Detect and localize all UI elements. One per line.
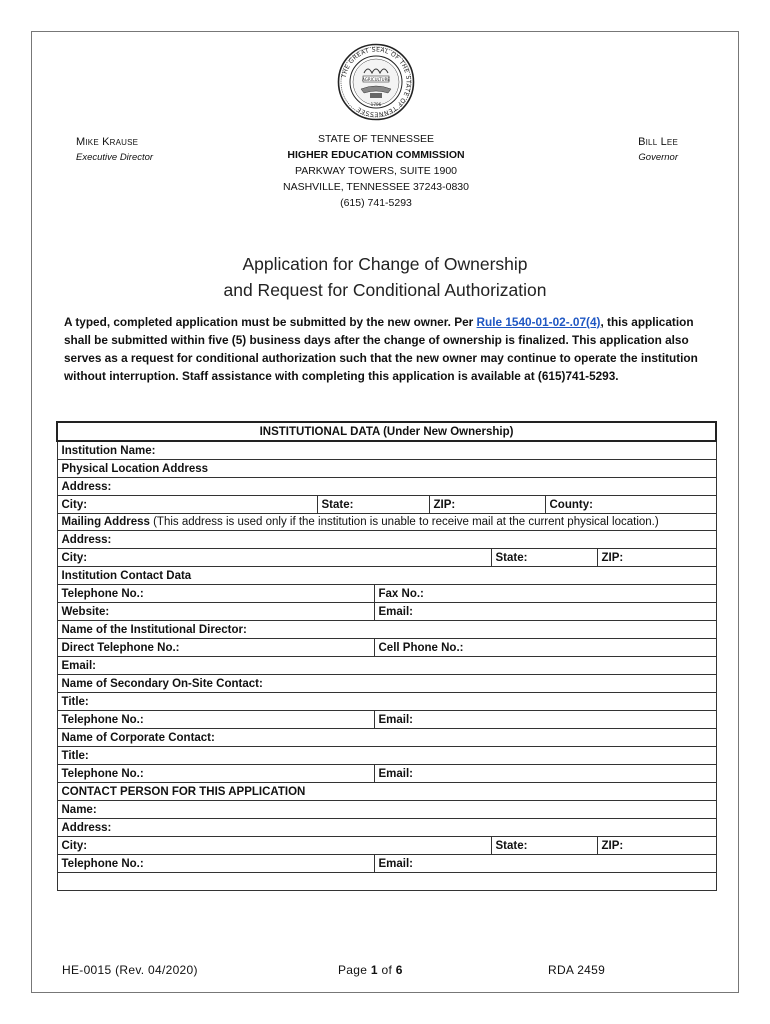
title-line-2: and Request for Conditional Authorization xyxy=(223,280,547,300)
intro-text-end: , this application shall be submitted within five (5) business days after the change of ownership is finalized. This application also serves as a request for conditional authorization such that the new owner may continue to operate the institution without interruption. Staff assistance with completing this application is available at (615)741-5293. xyxy=(64,315,698,383)
director-email-field[interactable]: Email: xyxy=(57,657,716,675)
corporate-contact-name-field[interactable]: Name of Corporate Contact: xyxy=(57,729,716,747)
director-cell-phone-field[interactable]: Cell Phone No.: xyxy=(374,639,716,657)
executive-director-title: Executive Director xyxy=(76,152,154,163)
mailing-address-field[interactable]: Address: xyxy=(57,531,716,549)
secondary-contact-email-field[interactable]: Email: xyxy=(374,711,716,729)
institution-website-field[interactable]: Website: xyxy=(57,603,374,621)
of-word: of xyxy=(377,963,396,977)
agency-address-line2: NASHVILLE, TENNESSEE 37243-0830 xyxy=(283,181,469,193)
mailing-address-note xyxy=(57,514,716,531)
form-revision-id: HE-0015 (Rev. 04/2020) xyxy=(62,963,198,977)
contact-person-address-field[interactable]: Address: xyxy=(57,819,716,837)
section-title-institutional-data: INSTITUTIONAL DATA (Under New Ownership) xyxy=(57,422,716,441)
governor-name: Bill Lee xyxy=(638,136,678,148)
mailing-zip-field[interactable]: ZIP: xyxy=(597,549,716,567)
corporate-contact-title-field[interactable]: Title: xyxy=(57,747,716,765)
agency-address-line1: PARKWAY TOWERS, SUITE 1900 xyxy=(294,165,458,177)
physical-zip-field[interactable]: ZIP: xyxy=(429,496,545,514)
corporate-contact-telephone-field[interactable]: Telephone No.: xyxy=(57,765,374,783)
svg-text:THE GREAT SEAL OF THE STATE OF: THE GREAT SEAL OF THE STATE OF TENNESSEE xyxy=(340,46,412,118)
document-title xyxy=(32,251,738,303)
title-line-1: Application for Change of Ownership xyxy=(242,254,528,274)
contact-person-email-field[interactable]: Email: xyxy=(374,855,716,873)
page-total: 6 xyxy=(395,963,403,977)
institution-fax-field[interactable]: Fax No.: xyxy=(374,585,716,603)
director-telephone-field[interactable]: Direct Telephone No.: xyxy=(57,639,374,657)
instructions-paragraph xyxy=(64,313,714,385)
mailing-address-explanation: (This address is used only if the institution is unable to receive mail at the current physical location.) xyxy=(149,516,659,528)
svg-text:AGRICULTURE: AGRICULTURE xyxy=(362,76,390,82)
secondary-contact-title-field[interactable]: Title: xyxy=(57,693,716,711)
corporate-contact-email-field[interactable]: Email: xyxy=(374,765,716,783)
contact-person-section-label: CONTACT PERSON FOR THIS APPLICATION xyxy=(57,783,716,801)
executive-director-block xyxy=(76,134,153,166)
institution-telephone-field[interactable]: Telephone No.: xyxy=(57,585,374,603)
physical-state-field[interactable]: State: xyxy=(317,496,429,514)
physical-location-label: Physical Location Address xyxy=(57,460,716,478)
contact-person-name-field[interactable]: Name: xyxy=(57,801,716,819)
mailing-city-field[interactable]: City: xyxy=(57,549,491,567)
director-name-field[interactable]: Name of the Institutional Director: xyxy=(57,621,716,639)
svg-text:1796: 1796 xyxy=(370,102,382,107)
mailing-address-label: Mailing Address xyxy=(61,516,150,528)
contact-person-state-field[interactable]: State: xyxy=(491,837,597,855)
intro-text-start: A typed, completed application must be submitted by the new owner. Per xyxy=(64,315,477,329)
institutional-data-table xyxy=(56,421,717,891)
secondary-contact-name-field[interactable]: Name of Secondary On-Site Contact: xyxy=(57,675,716,693)
governor-block xyxy=(638,134,678,166)
rda-number: RDA 2459 xyxy=(548,963,606,977)
contact-person-city-field[interactable]: City: xyxy=(57,837,491,855)
physical-address-field[interactable]: Address: xyxy=(57,478,716,496)
executive-director-name: Mike Krause xyxy=(76,136,139,148)
secondary-contact-telephone-field[interactable]: Telephone No.: xyxy=(57,711,374,729)
contact-data-label: Institution Contact Data xyxy=(57,567,716,585)
page-indicator xyxy=(338,963,403,977)
physical-county-field[interactable]: County: xyxy=(545,496,716,514)
contact-person-telephone-field[interactable]: Telephone No.: xyxy=(57,855,374,873)
institution-email-field[interactable]: Email: xyxy=(374,603,716,621)
rule-link[interactable]: Rule 1540-01-02-.07(4) xyxy=(476,315,601,329)
agency-header xyxy=(232,131,520,211)
state-name: STATE OF TENNESSEE xyxy=(317,133,435,145)
page-word: Page xyxy=(338,963,371,977)
document-page xyxy=(31,31,739,993)
institution-name-field[interactable]: Institution Name: xyxy=(57,441,716,460)
physical-city-field[interactable]: City: xyxy=(57,496,317,514)
page-number: 1 xyxy=(370,963,378,977)
agency-phone: (615) 741-5293 xyxy=(340,197,412,209)
governor-title: Governor xyxy=(638,152,678,163)
mailing-state-field[interactable]: State: xyxy=(491,549,597,567)
tennessee-state-seal xyxy=(337,43,415,121)
contact-person-zip-field[interactable]: ZIP: xyxy=(597,837,716,855)
agency-name: HIGHER EDUCATION COMMISSION xyxy=(287,149,465,161)
blank-notes-area[interactable] xyxy=(57,873,716,891)
